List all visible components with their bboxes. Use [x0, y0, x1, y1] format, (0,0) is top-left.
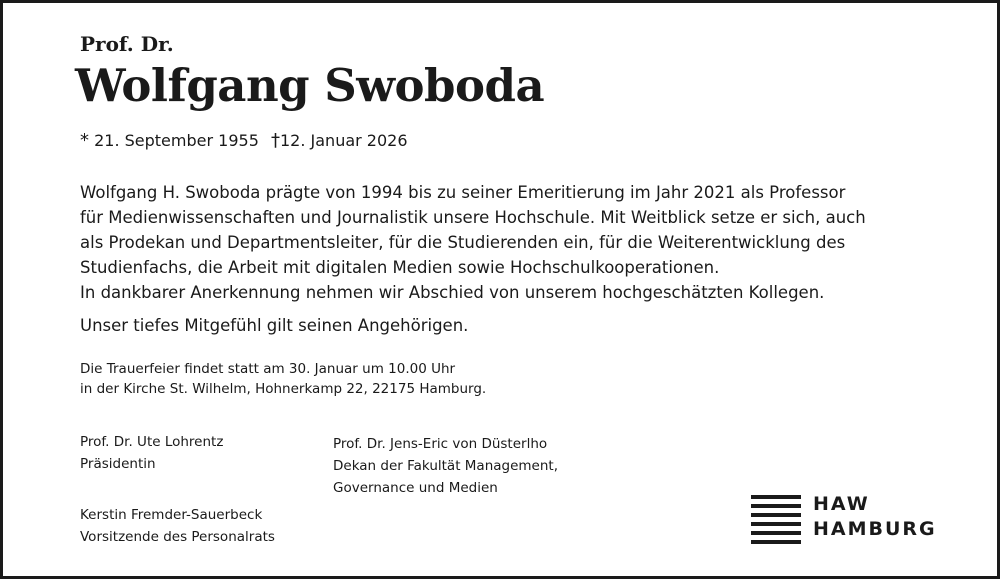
funeral-line: Die Trauerfeier findet statt am 30. Januar um 10.00 Uhr	[80, 361, 456, 377]
logo-text-hamburg: HAMBURG	[813, 518, 937, 540]
tribute-line: für Medienwissenschaften und Journalistik unsere Hochschule. Mit Weitblick setze er sich, auch	[80, 208, 866, 227]
tribute-line: als Prodekan und Departmentsleiter, für die Studierenden ein, für die Weiterentwicklung des	[80, 233, 846, 252]
tribute-line: Wolfgang H. Swoboda prägte von 1994 bis zu seiner Emeritierung im Jahr 2021 als Professor	[80, 183, 846, 202]
signatory-staff-council	[80, 504, 275, 548]
signatory-name: Prof. Dr. Jens-Eric von Düsterlho	[333, 436, 548, 452]
signatory-name: Kerstin Fremder-Sauerbeck	[80, 507, 263, 523]
condolence-line: Unser tiefes Mitgefühl gilt seinen Angehörigen.	[80, 316, 469, 335]
haw-hamburg-logo	[751, 493, 941, 545]
signatory-dean	[333, 433, 558, 499]
signatory-name: Prof. Dr. Ute Lohrentz	[80, 434, 224, 450]
signatory-role: Präsidentin	[80, 456, 156, 472]
tribute-line: In dankbarer Anerkennung nehmen wir Abschied von unserem hochgeschätzten Kollegen.	[80, 283, 825, 302]
tribute-line: Studienfachs, die Arbeit mit digitalen Medien sowie Hochschulkooperationen.	[80, 258, 720, 277]
signatory-role: Vorsitzende des Personalrats	[80, 529, 275, 545]
death-date: 12. Januar 2026	[280, 131, 408, 150]
deceased-name: Wolfgang Swoboda	[75, 59, 545, 112]
logo-text-haw: HAW	[813, 493, 870, 515]
birth-date-line	[80, 130, 259, 151]
funeral-line: in der Kirche St. Wilhelm, Hohnerkamp 22, 22175 Hamburg.	[80, 381, 487, 397]
signatory-president	[80, 431, 223, 475]
signatory-role: Dekan der Fakultät Management,	[333, 458, 558, 474]
academic-title: Prof. Dr.	[80, 32, 174, 56]
tribute-paragraph	[80, 180, 866, 305]
funeral-info	[80, 359, 486, 399]
signatory-role: Governance und Medien	[333, 480, 498, 496]
death-symbol: †	[271, 130, 280, 151]
birth-date: 21. September 1955	[94, 131, 259, 150]
death-date-line	[271, 130, 408, 151]
haw-hamburg-stripes-icon	[751, 493, 801, 545]
birth-symbol: *	[80, 130, 89, 151]
